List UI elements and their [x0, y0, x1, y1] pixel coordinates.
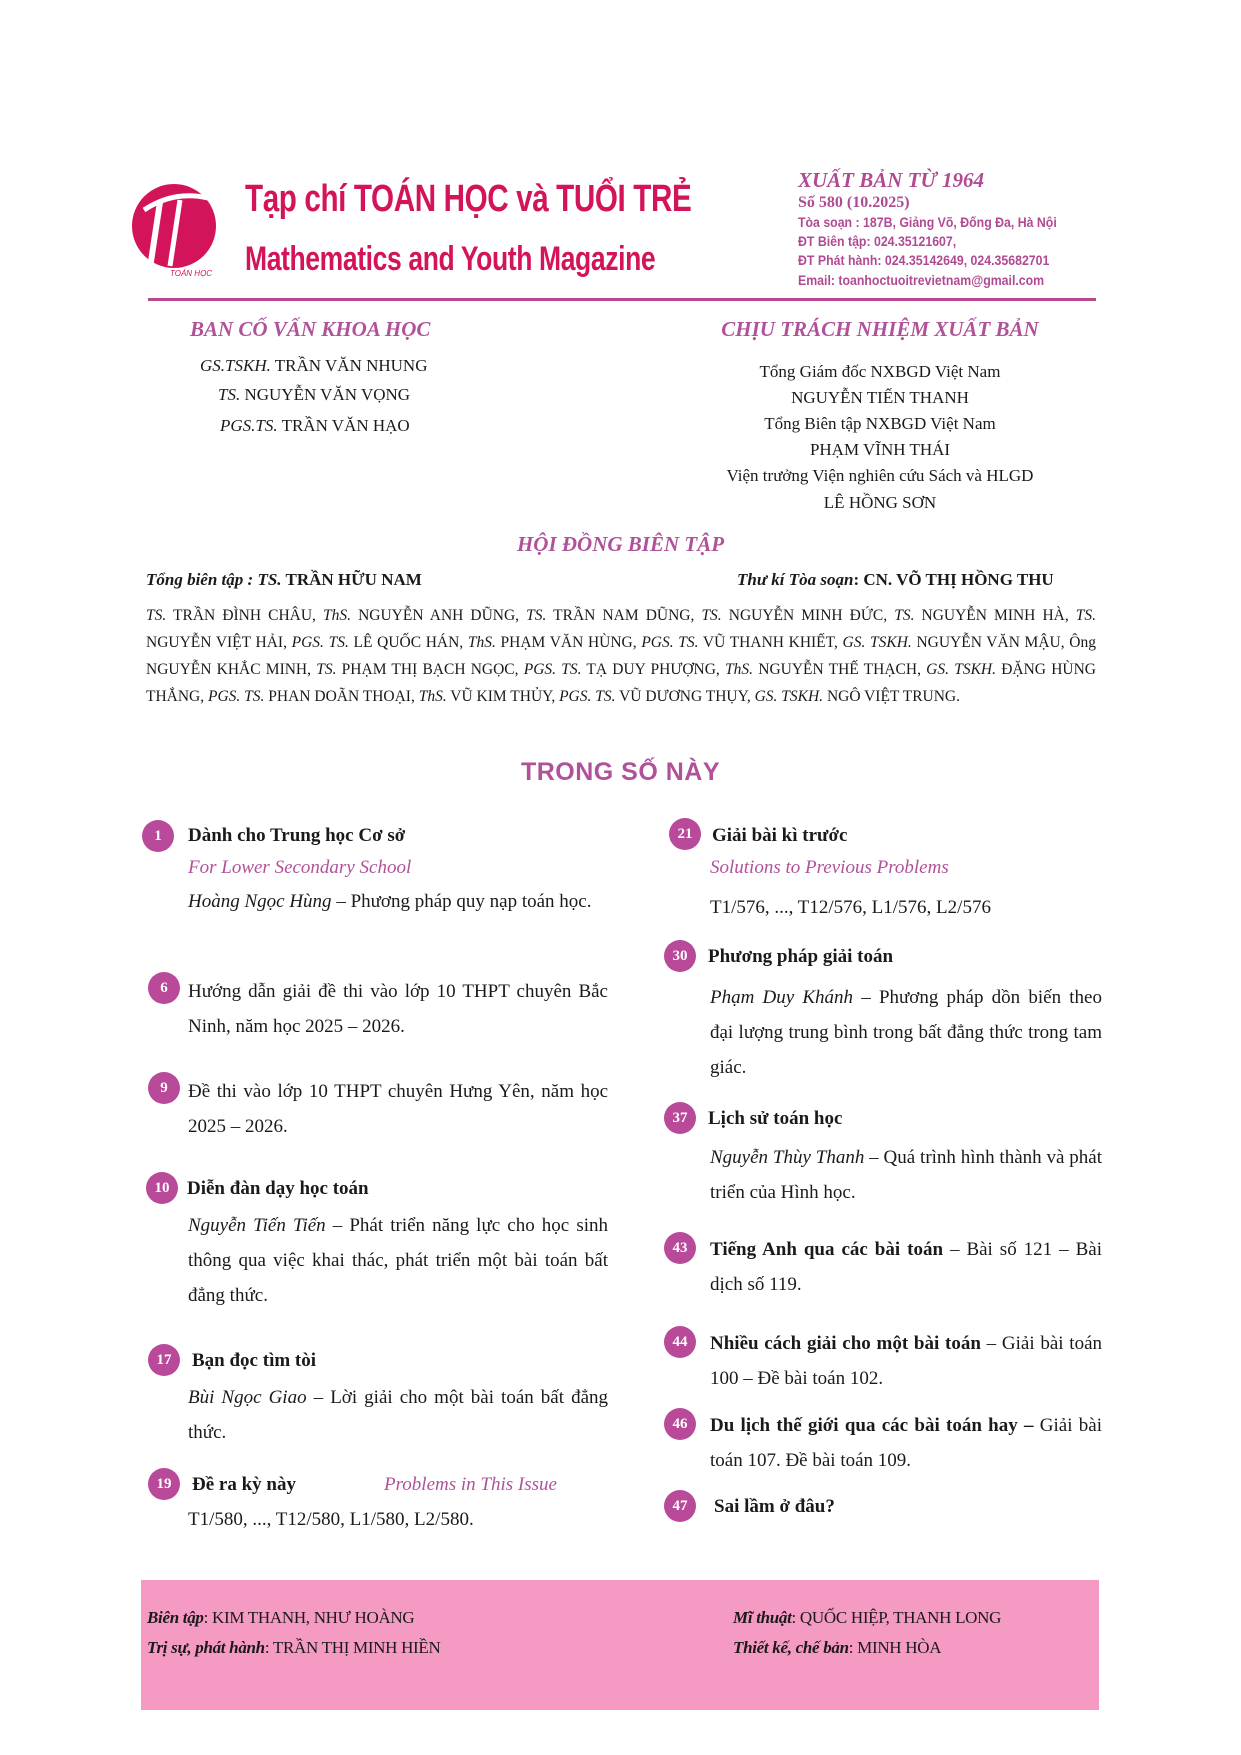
- magazine-title-en: Mathematics and Youth Magazine: [245, 240, 656, 278]
- board-title: HỘI ĐỒNG BIÊN TẬP: [516, 532, 725, 556]
- page-badge: 37: [664, 1102, 696, 1134]
- page-badge: 30: [664, 940, 696, 972]
- header-divider: [148, 298, 1096, 301]
- board-members: TS. TRẦN ĐÌNH CHÂU, ThS. NGUYỄN ANH DŨNG, TS. TRẦN NAM DŨNG, TS. NGUYỄN MINH ĐỨC, TS. NGUYỄN MINH HÀ, TS. NGUYỄN VIỆT HẢI, PGS. TS. LÊ QUỐC HÁN, ThS. PHẠM VĂN HÙNG, PGS. TS. VŨ THANH KHIẾT, GS. TSKH. NGUYỄN VĂN MẬU, Ông NGUYỄN KHẮC MINH, TS. PHẠM THỊ BẠCH NGỌC, PGS. TS. TẠ DUY PHƯỢNG, ThS. NGUYỄN THẾ THẠCH, GS. TSKH. ĐẶNG HÙNG THẮNG, PGS. TS. PHAN DOÃN THOẠI, ThS. VŨ KIM THỦY, PGS. TS. VŨ DƯƠNG THỤY, GS. TSKH. NGÔ VIỆT TRUNG.: [146, 607, 1097, 705]
- page-badge: 44: [664, 1326, 696, 1358]
- credit-art: Mĩ thuật: QUỐC HIỆP, THANH LONG: [733, 1608, 1002, 1627]
- page-badge: 1: [142, 820, 174, 852]
- magazine-logo: [130, 176, 218, 280]
- svg-text:TOÁN HỌC: TOÁN HỌC: [170, 269, 213, 278]
- toc-section-heading[interactable]: Bạn đọc tìm tòi: [192, 1350, 317, 1371]
- office-address: Tòa soạn : 187B, Giảng Võ, Đống Đa, Hà Nội: [798, 214, 1057, 230]
- toc-entry-text[interactable]: Nguyễn Thùy Thanh – Quá trình hình thành và phát triển của Hình học.: [710, 1147, 1102, 1203]
- email: Email: toanhoctuoitrevietnam@gmail.com: [798, 272, 1045, 288]
- editorial-phone: ĐT Biên tập: 024.35121607,: [798, 233, 957, 249]
- toc-section-heading[interactable]: Diễn đàn dạy học toán: [187, 1178, 369, 1199]
- toc-section-subtitle: Solutions to Previous Problems: [710, 857, 949, 878]
- page-badge: 47: [664, 1490, 696, 1522]
- toc-title: TRONG SỐ NÀY: [520, 758, 721, 786]
- toc-entry-text[interactable]: Hướng dẫn giải đề thi vào lớp 10 THPT chuyên Bắc Ninh, năm học 2025 – 2026.: [188, 981, 608, 1037]
- publisher-line: Viện trưởng Viện nghiên cứu Sách và HLGD: [726, 466, 1034, 485]
- issue-number: Số 580 (10.2025): [798, 194, 910, 211]
- toc-entry-text[interactable]: Bùi Ngọc Giao – Lời giải cho một bài toán bất đẳng thức.: [188, 1387, 608, 1443]
- toc-section-subtitle: Problems in This Issue: [384, 1474, 557, 1495]
- publisher-line: PHẠM VĨNH THÁI: [809, 440, 951, 459]
- managing-secretary: Thư kí Tòa soạn: CN. VÕ THỊ HỒNG THU: [737, 570, 1054, 589]
- distribution-phone: ĐT Phát hành: 024.35142649, 024.35682701: [798, 252, 1050, 268]
- advisory-title: BAN CỐ VẤN KHOA HỌC: [190, 317, 431, 341]
- magazine-title-vi: Tạp chí TOÁN HỌC và TUỔI TRẺ: [245, 178, 692, 220]
- toc-section-heading[interactable]: Giải bài kì trước: [712, 825, 848, 846]
- toc-entry-text[interactable]: Nguyễn Tiến Tiến – Phát triển năng lực cho học sinh thông qua việc khai thác, phát triển một bài toán bất đẳng thức.: [188, 1215, 608, 1306]
- toc-section-heading[interactable]: Phương pháp giải toán: [708, 946, 894, 967]
- page-badge: 10: [146, 1172, 178, 1204]
- publisher-line: NGUYỄN TIẾN THANH: [791, 388, 969, 407]
- toc-section-heading[interactable]: Đề ra kỳ này: [192, 1474, 296, 1495]
- page-badge: 17: [148, 1344, 180, 1376]
- toc-section-subtitle: For Lower Secondary School: [188, 857, 412, 878]
- page-badge: 46: [664, 1408, 696, 1440]
- published-since: XUẤT BẢN TỪ 1964: [798, 168, 985, 192]
- advisory-member: GS.TSKH. TRẦN VĂN NHUNG: [200, 356, 428, 375]
- toc-entry-text[interactable]: Hoàng Ngọc Hùng – Phương pháp quy nạp toán học.: [188, 891, 592, 912]
- toc-entry-text[interactable]: Du lịch thế giới qua các bài toán hay – Giải bài toán 107. Đề bài toán 109.: [710, 1415, 1102, 1471]
- page-badge: 9: [148, 1072, 180, 1104]
- toc-entry-text[interactable]: Nhiều cách giải cho một bài toán – Giải bài toán 100 – Đề bài toán 102.: [710, 1333, 1103, 1389]
- publisher-line: Tổng Giám đốc NXBGD Việt Nam: [759, 362, 1001, 381]
- credits-footer: [141, 1580, 1099, 1710]
- publisher-line: Tổng Biên tập NXBGD Việt Nam: [764, 414, 996, 433]
- page-badge: 21: [669, 818, 701, 850]
- toc-entry-text[interactable]: T1/576, ..., T12/576, L1/576, L2/576: [710, 897, 991, 918]
- toc-entry-text[interactable]: Đề thi vào lớp 10 THPT chuyên Hưng Yên, năm học 2025 – 2026.: [188, 1081, 608, 1137]
- advisory-member: PGS.TS. TRẦN VĂN HẠO: [220, 416, 410, 435]
- page-badge: 6: [148, 972, 180, 1004]
- toc-entry-text[interactable]: Tiếng Anh qua các bài toán – Bài số 121 – Bài dịch số 119.: [710, 1239, 1103, 1295]
- publisher-line: LÊ HỒNG SƠN: [823, 493, 937, 512]
- toc-section-heading[interactable]: Lịch sử toán học: [708, 1108, 843, 1129]
- toc-entry-text[interactable]: Phạm Duy Khánh – Phương pháp dồn biến theo đại lượng trung bình trong bất đẳng thức trong tam giác.: [710, 987, 1102, 1078]
- page-badge: 19: [148, 1468, 180, 1500]
- toc-section-heading[interactable]: Dành cho Trung học Cơ sở: [188, 825, 406, 846]
- editor-in-chief: Tổng biên tập : TS. TRẦN HỮU NAM: [146, 570, 422, 589]
- advisory-member: TS. NGUYỄN VĂN VỌNG: [218, 385, 411, 404]
- page-badge: 43: [664, 1232, 696, 1264]
- credit-administration: Trị sự, phát hành: TRẦN THỊ MINH HIỀN: [147, 1638, 441, 1657]
- toc-entry-text[interactable]: T1/580, ..., T12/580, L1/580, L2/580.: [188, 1509, 474, 1530]
- toc-section-heading[interactable]: Sai lầm ở đâu?: [714, 1496, 835, 1517]
- publisher-title: CHỊU TRÁCH NHIỆM XUẤT BẢN: [721, 317, 1039, 341]
- credit-design: Thiết kế, chế bản: MINH HÒA: [733, 1638, 942, 1657]
- credit-editors: Biên tập: KIM THANH, NHƯ HOÀNG: [147, 1608, 415, 1627]
